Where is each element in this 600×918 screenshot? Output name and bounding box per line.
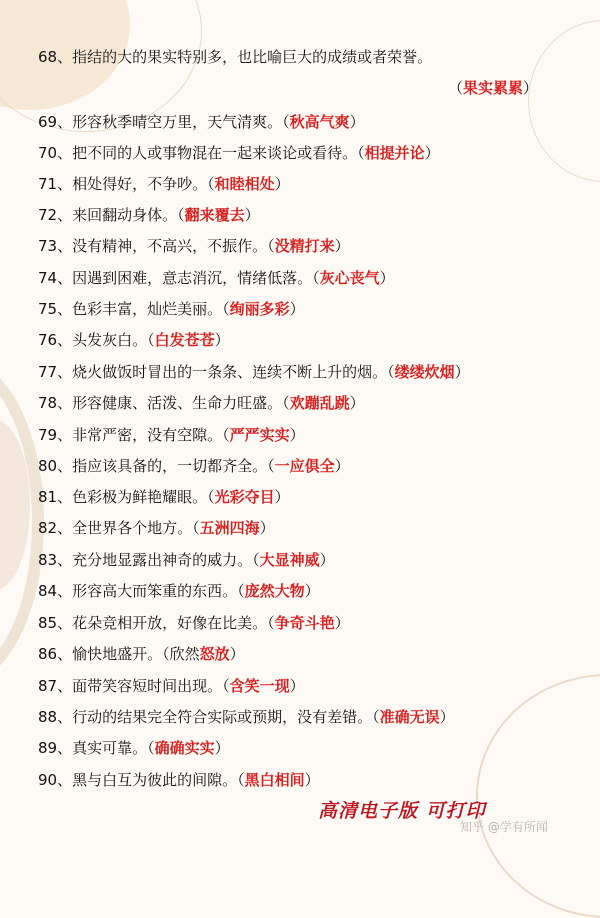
item-text: 89、真实可靠。	[38, 739, 148, 757]
item-answer: （相提并论）	[357, 144, 440, 162]
item-answer: （灰心丧气）	[312, 269, 395, 287]
item-text: 69、形容秋季晴空万里，天气清爽。	[38, 113, 283, 131]
item-answer: （准确无误）	[372, 708, 455, 726]
item-answer: （欢蹦乱跳）	[282, 394, 365, 412]
list-item	[38, 487, 593, 507]
list-item	[38, 581, 593, 601]
item-answer: （翻来覆去）	[177, 206, 260, 224]
item-answer: （严严实实）	[222, 426, 305, 444]
item-text: 73、没有精神，不高兴，不振作。	[38, 237, 268, 255]
item-answer: （秋高气爽）	[282, 113, 365, 131]
list-item	[38, 47, 593, 67]
item-text: 78、形容健康、活泼、生命力旺盛。	[38, 394, 283, 412]
list-item	[38, 112, 593, 132]
list-item	[38, 456, 593, 476]
item-text: 81、色彩极为鲜艳耀眼。	[38, 488, 208, 506]
list-item	[38, 770, 593, 790]
item-text: 87、面带笑容短时间出现。	[38, 677, 223, 695]
item-answer: （缕缕炊烟）	[387, 363, 470, 381]
item-answer: （和睦相处）	[207, 175, 290, 193]
item-answer: （光彩夺目）	[207, 488, 290, 506]
item-text: 85、花朵竞相开放，好像在比美。	[38, 614, 268, 632]
item-text: 77、烧火做饭时冒出的一条条、连续不断上升的烟。	[38, 363, 388, 381]
print-banner: 高清电子版 可打印	[318, 800, 486, 822]
list-item	[38, 738, 593, 758]
item-answer: （五洲四海）	[192, 519, 275, 537]
item-answer: （含笑一现）	[222, 677, 305, 695]
item-text: 76、头发灰白。	[38, 331, 148, 349]
list-item	[38, 205, 593, 225]
list-item	[38, 330, 593, 350]
item-text: 90、黑与白互为彼此的间隙。	[38, 771, 238, 789]
item-answer: （欣然怒放）	[162, 645, 245, 663]
list-item	[38, 550, 593, 570]
list-item	[38, 425, 593, 445]
list-item	[38, 236, 593, 256]
item-text: 83、充分地显露出神奇的威力。	[38, 551, 253, 569]
list-item	[38, 644, 593, 664]
item-answer: （果实累累）	[447, 79, 538, 97]
item-answer: （绚丽多彩）	[222, 300, 305, 318]
item-text: 88、行动的结果完全符合实际或预期，没有差错。	[38, 708, 373, 726]
item-text: 86、愉快地盛开。	[38, 645, 163, 663]
list-item	[38, 393, 593, 413]
item-answer: （确确实实）	[147, 739, 230, 757]
item-text: 82、全世界各个地方。	[38, 519, 193, 537]
item-text: 68、指结的大的果实特别多，也比喻巨大的成绩或者荣誉。	[38, 48, 433, 66]
item-answer: （黑白相间）	[237, 771, 320, 789]
list-item	[38, 143, 593, 163]
list-item	[38, 268, 593, 288]
list-item	[38, 299, 593, 319]
list-item	[38, 707, 593, 727]
item-answer: （一应俱全）	[267, 457, 350, 475]
item-text: 74、因遇到困难，意志消沉，情绪低落。	[38, 269, 313, 287]
item-answer: （大显神威）	[252, 551, 335, 569]
item-text: 75、色彩丰富，灿烂美丽。	[38, 300, 223, 318]
item-text: 70、把不同的人或事物混在一起来谈论或看待。	[38, 144, 358, 162]
item-text: 79、非常严密，没有空隙。	[38, 426, 223, 444]
item-answer: （没精打来）	[267, 237, 350, 255]
list-item	[38, 613, 593, 633]
item-text: 84、形容高大而笨重的东西。	[38, 582, 238, 600]
item-text: 71、相处得好，不争吵。	[38, 175, 208, 193]
list-item	[38, 676, 593, 696]
item-text: 72、来回翻动身体。	[38, 206, 178, 224]
list-item	[38, 518, 593, 538]
item-text: 80、指应该具备的，一切都齐全。	[38, 457, 268, 475]
item-answer: （白发苍苍）	[147, 331, 230, 349]
item-answer: （庞然大物）	[237, 582, 320, 600]
list-item	[38, 362, 593, 382]
source-watermark: 知乎 @学有所闻	[460, 820, 548, 834]
item-answer: （争奇斗艳）	[267, 614, 350, 632]
list-item	[38, 174, 593, 194]
